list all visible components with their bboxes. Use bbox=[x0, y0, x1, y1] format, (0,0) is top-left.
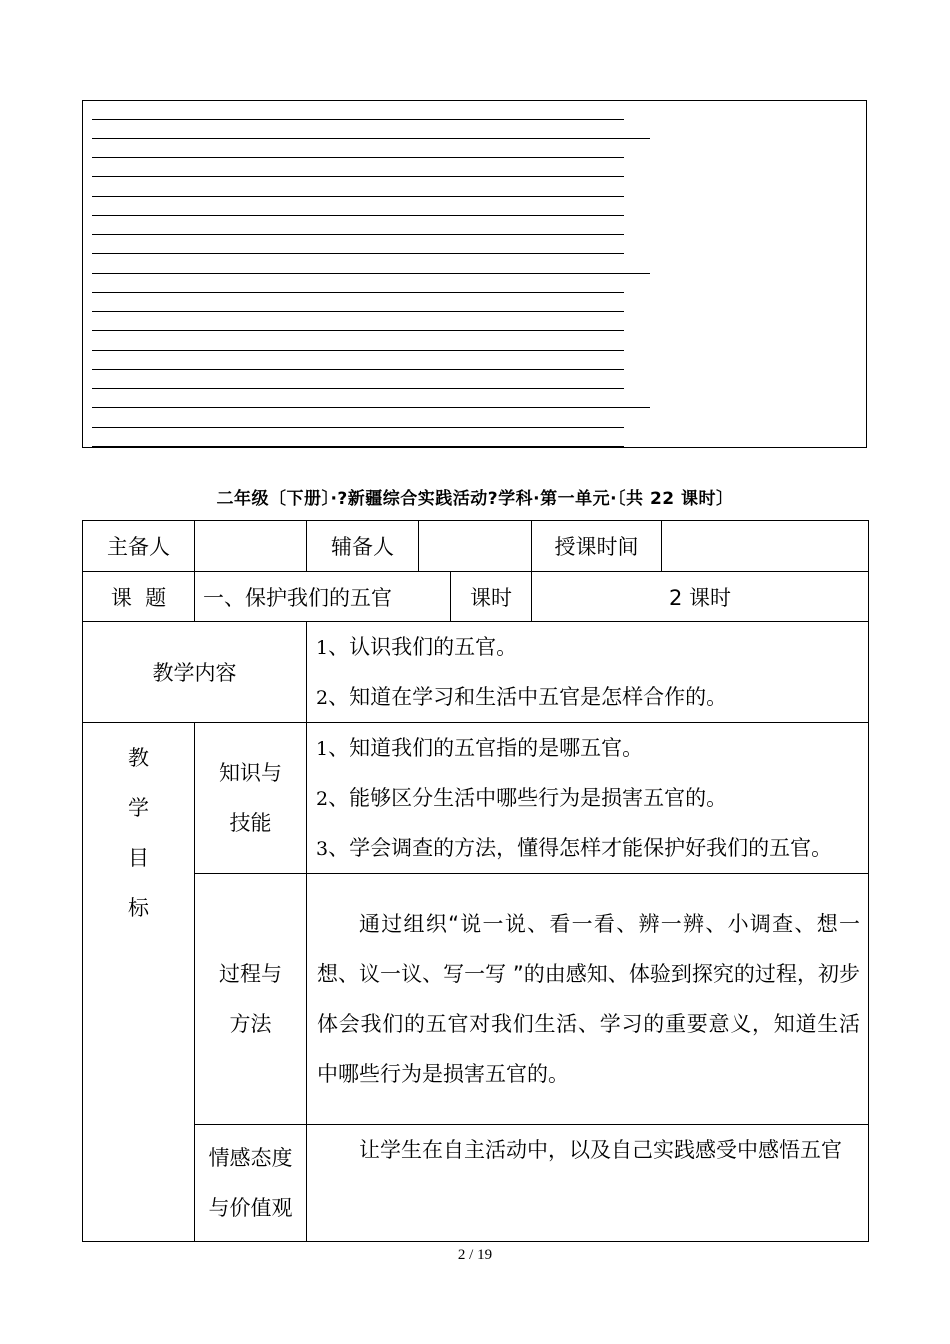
topic-value: 一、保护我们的五官 bbox=[195, 572, 451, 622]
assistant-preparer-label: 辅备人 bbox=[307, 521, 419, 572]
writing-line bbox=[92, 157, 624, 158]
writing-line bbox=[92, 253, 624, 254]
writing-line bbox=[92, 196, 624, 197]
writing-lines-box bbox=[82, 100, 867, 448]
writing-line bbox=[92, 350, 624, 351]
document-title: 二年级〔下册〕·?新疆综合实践活动?学科·第一单元·〔共 22 课时〕 bbox=[216, 489, 734, 509]
list-item: 2、知道在学习和生活中五官是怎样合作的。 bbox=[316, 685, 728, 709]
list-item: 2、能够区分生活中哪些行为是损害五官的。 bbox=[316, 786, 728, 810]
class-time-value bbox=[662, 521, 869, 572]
lesson-plan-table bbox=[82, 520, 869, 1242]
writing-line bbox=[92, 407, 650, 408]
page-number: 2 / 19 bbox=[457, 1247, 493, 1263]
list-item: 3、学会调查的方法，懂得怎样才能保护好我们的五官。 bbox=[316, 836, 833, 860]
main-preparer-value bbox=[195, 521, 307, 572]
teaching-content-label: 教学内容 bbox=[83, 622, 307, 723]
list-item: 1、认识我们的五官。 bbox=[316, 635, 518, 659]
assistant-preparer-value bbox=[419, 521, 532, 572]
emotion-values-label: 情感态度 与价值观 bbox=[195, 1125, 307, 1242]
writing-line bbox=[92, 427, 624, 428]
process-methods-text: 通过组织“说一说、看一看、辨一辨、小调查、想一想、议一议、写一写 ”的由感知、体验到探究的过程，初步体会我们的五官对我们生活、学习的重要意义，知道生活中哪些行为是损害五官的。 bbox=[307, 874, 869, 1125]
process-methods-label: 过程与 方法 bbox=[195, 874, 307, 1125]
main-preparer-label: 主备人 bbox=[83, 521, 195, 572]
writing-line bbox=[92, 311, 624, 312]
lesson-hours-label: 课时 bbox=[451, 572, 532, 622]
writing-line bbox=[92, 273, 650, 274]
writing-line bbox=[92, 176, 624, 177]
teaching-content-list bbox=[307, 622, 869, 723]
knowledge-skills-label: 知识与 技能 bbox=[195, 723, 307, 874]
writing-line bbox=[92, 138, 650, 139]
writing-line bbox=[92, 292, 624, 293]
teaching-goals-label: 教 学 目 标 bbox=[83, 723, 195, 1242]
knowledge-skills-list bbox=[307, 723, 869, 874]
class-time-label: 授课时间 bbox=[532, 521, 662, 572]
lesson-hours-value: 2 课时 bbox=[532, 572, 869, 622]
emotion-values-text: 让学生在自主活动中，以及自己实践感受中感悟五官 bbox=[307, 1125, 869, 1242]
writing-line bbox=[92, 119, 624, 120]
writing-line bbox=[92, 369, 624, 370]
topic-label: 课 题 bbox=[83, 572, 195, 622]
writing-line bbox=[92, 446, 624, 447]
writing-line bbox=[92, 330, 624, 331]
writing-line bbox=[92, 215, 624, 216]
list-item: 1、知道我们的五官指的是哪五官。 bbox=[316, 736, 644, 760]
writing-line bbox=[92, 234, 624, 235]
writing-line bbox=[92, 388, 624, 389]
